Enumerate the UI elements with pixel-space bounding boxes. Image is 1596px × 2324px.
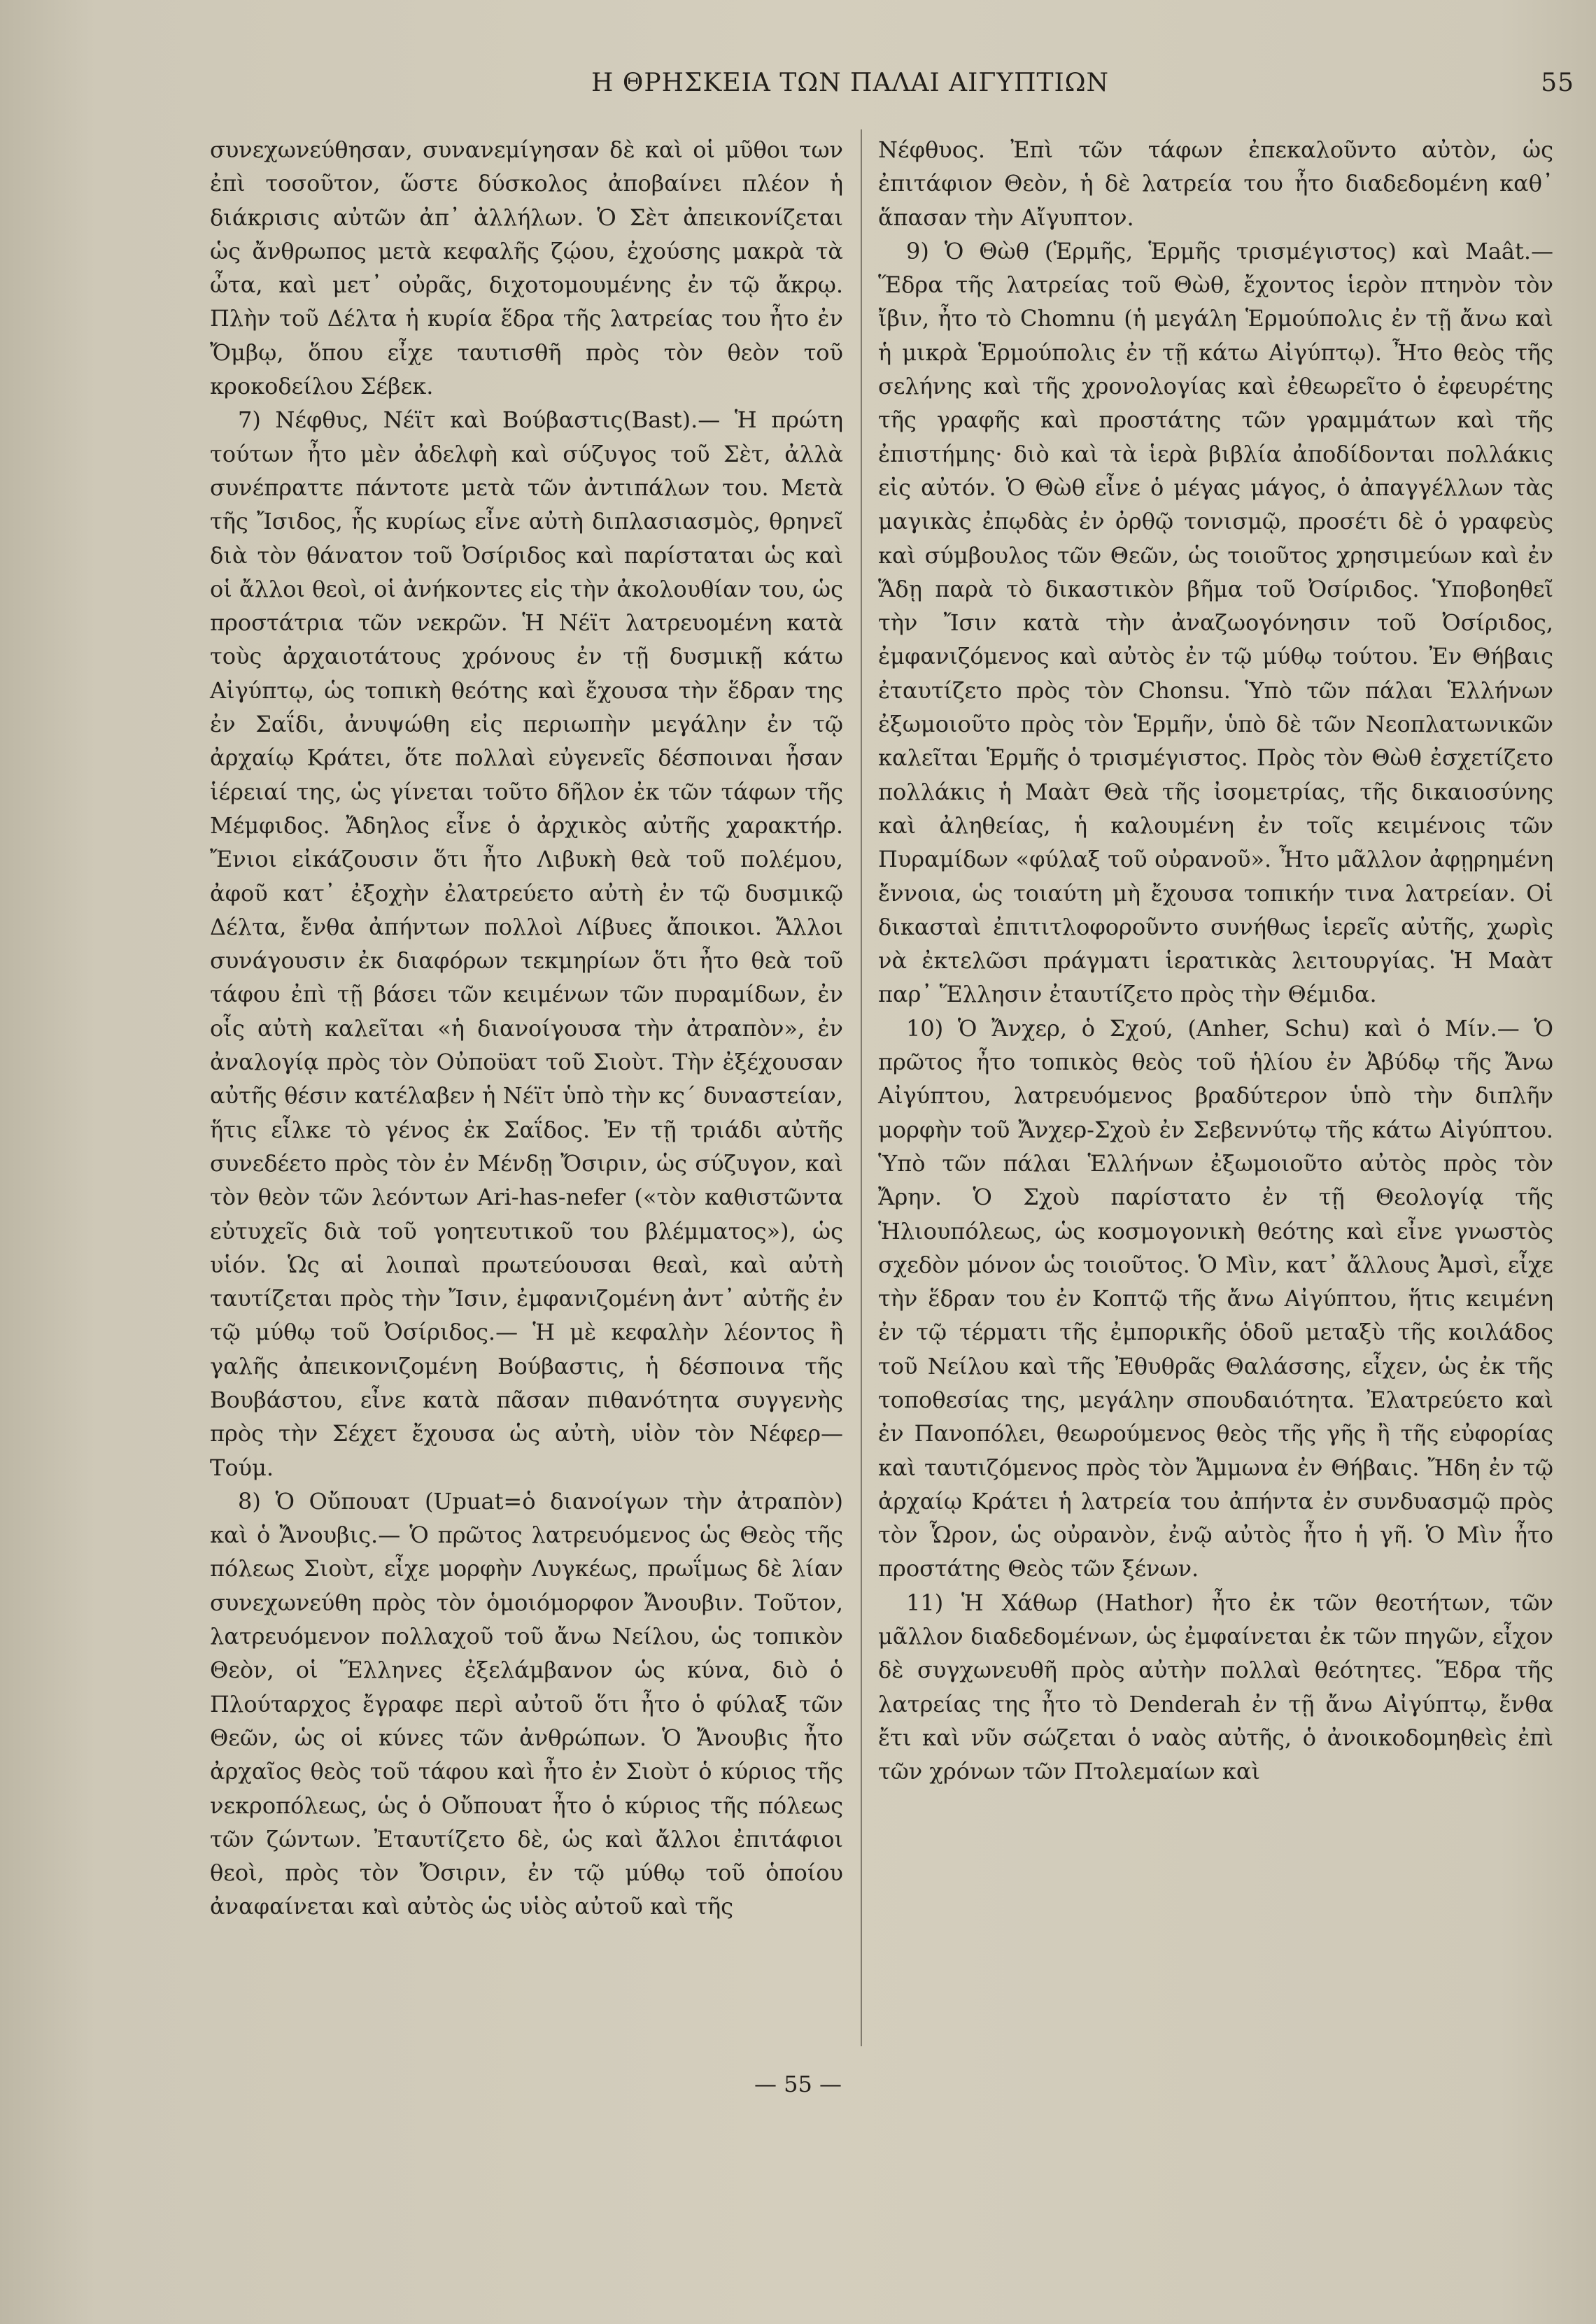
right-paragraph-3: 10) Ὁ Ἄνχερ, ὁ Σχού, (Anher, Schu) καὶ ὁ Μίν.— Ὁ πρῶτος ἦτο τοπικὸς θεὸς τοῦ ἡλίου ἐν Ἀβύδῳ τῆς Ἄνω Αἰγύπτου, λατρευόμενος βραδύτερον ὑπὸ τὴν διπλῆν μορφὴν τοῦ Ἄνχερ-Σχοὺ ἐν Σεβεννύτῳ τῆς κάτω Αἰγύπτου. Ὑπὸ τῶν πάλαι Ἑλλήνων ἐξωμοιοῦτο αὐτὸς πρὸς τὸν Ἄρην. Ὁ Σχοὺ παρίστατο ἐν τῇ Θεολογίᾳ τῆς Ἡλιουπόλεως, ὡς κοσμογονικὴ θεότης καὶ εἶνε γνωστὸς σχεδὸν μόνον ὡς τοιοῦτος. Ὁ Μὶν, κατ᾽ ἄλλους Ἀμσὶ, εἶχε τὴν ἕδραν του ἐν Κοπτῷ τῆς ἄνω Αἰγύπτου, ἥτις κειμένη ἐν τῷ τέρματι τῆς ἐμπορικῆς ὁδοῦ μεταξὺ τῆς κοιλάδος τοῦ Νείλου καὶ τῆς Ἐθυθρᾶς Θαλάσσης, εἶχεν, ὡς ἐκ τῆς τοποθεσίας της, μεγάλην σπουδαιότητα. Ἐλατρεύετο καὶ ἐν Πανοπόλει, θεωρούμενος θεὸς τῆς γῆς ἢ τῆς εὐφορίας καὶ ταυτιζόμενος πρὸς τὸν Ἄμμωνα ἐν Θήβαις. Ἤδη ἐν τῷ ἀρχαίῳ Κράτει ἡ λατρεία του ἀπήντα ἐν συνδυασμῷ πρὸς τὸν Ὧρον, ὡς οὐρανὸν, ἐνῷ αὐτὸς ἦτο ἡ γῆ. Ὁ Μὶν ἦτο προστάτης Θεὸς τῶν ξένων. [878, 1014, 1553, 1582]
page-footer-number: — 55 — [754, 2071, 842, 2097]
left-paragraph-3: 8) Ὁ Οὔπουατ (Upuat=ὁ διανοίγων τὴν ἀτραπὸν) καὶ ὁ Ἄνουβις.— Ὁ πρῶτος λατρευόμενος ὡς Θεὸς τῆς πόλεως Σιοὺτ, εἶχε μορφὴν Λυγκέως, πρωΐμως δὲ λίαν συνεχωνεύθη πρὸς τὸν ὁμοιόμορφον Ἄνουβιν. Τοῦτον, λατρευόμενον πολλαχοῦ τοῦ ἄνω Νείλου, ὡς τοπικὸν Θεὸν, οἱ Ἕλληνες ἐξελάμβανον ὡς κύνα, διὸ ὁ Πλούταρχος ἔγραφε περὶ αὐτοῦ ὅτι ἦτο ὁ φύλαξ τῶν Θεῶν, ὡς οἱ κύνες τῶν ἀνθρώπων. Ὁ Ἄνουβις ἦτο ἀρχαῖος θεὸς τοῦ τάφου καὶ ἦτο ἐν Σιοὺτ ὁ κύριος τῆς νεκροπόλεως, ὡς ὁ Οὔπουατ ἦτο ὁ κύριος τῆς πόλεως τῶν ζώντων. Ἐταυτίζετο δὲ, ὡς καὶ ἄλλοι ἐπιτάφιοι θεοὶ, πρὸς τὸν Ὄσιριν, ἐν τῷ μύθῳ τοῦ ὁποίου ἀναφαίνεται καὶ αὐτὸς ὡς υἱὸς αὐτοῦ καὶ τῆς [210, 1487, 843, 1920]
right-column [878, 133, 1553, 1789]
running-title: Η ΘΡΗΣΚΕΙΑ ΤΩΝ ΠΑΛΑΙ ΑΙΓΥΠΤΙΩΝ [591, 69, 1110, 97]
running-header [210, 69, 1574, 111]
right-paragraph-4: 11) Ἡ Χάθωρ (Hathor) ἦτο ἐκ τῶν θεοτήτων, τῶν μᾶλλον διαδεδομένων, ὡς ἐμφαίνεται ἐκ τῶν πηγῶν, εἶχον δὲ συγχωνευθῆ πρὸς αὐτὴν πολλαὶ θεότητες. Ἕδρα τῆς λατρείας της ἦτο τὸ Denderah ἐν τῇ ἄνω Αἰγύπτῳ, ἔνθα ἔτι καὶ νῦν σώζεται ὁ ναὸς αὐτῆς, ὁ ἀνοικοδομηθεὶς ἐπὶ τῶν χρόνων τῶν Πτολεμαίων καὶ [878, 1589, 1553, 1785]
right-paragraph-1: Νέφθυος. Ἐπὶ τῶν τάφων ἐπεκαλοῦντο αὐτὸν, ὡς ἐπιτάφιον Θεὸν, ἡ δὲ λατρεία του ἦτο διαδεδομένη καθ᾽ ἅπασαν τὴν Αἴγυπτον. [878, 136, 1553, 231]
header-page-number: 55 [1541, 69, 1574, 97]
column-divider [861, 129, 862, 2046]
left-paragraph-2: 7) Νέφθυς, Νέϊτ καὶ Βούβαστις(Bast).— Ἡ πρώτη τούτων ἦτο μὲν ἀδελφὴ καὶ σύζυγος τοῦ Σὲτ, ἀλλὰ συνέπραττε πάντοτε μετὰ τῶν ἀντιπάλων του. Μετὰ τῆς Ἴσιδος, ἧς κυρίως εἶνε αὐτὴ διπλασιασμὸς, θρηνεῖ διὰ τὸν θάνατον τοῦ Ὀσίριδος καὶ παρίσταται ὡς καὶ οἱ ἄλλοι θεοὶ, οἱ ἀνήκοντες εἰς τὴν ἀκολουθίαν του, ὡς προστάτρια τῶν νεκρῶν. Ἡ Νέϊτ λατρευομένη κατὰ τοὺς ἀρχαιοτάτους χρόνους ἐν τῇ δυσμικῇ κάτω Αἰγύπτῳ, ὡς τοπικὴ θεότης καὶ ἔχουσα τὴν ἕδραν της ἐν Σαΐδι, ἀνυψώθη εἰς περιωπὴν μεγάλην ἐν τῷ ἀρχαίῳ Κράτει, ὅτε πολλαὶ εὐγενεῖς δέσποιναι ἦσαν ἱέρειαί της, ὡς γίνεται τοῦτο δῆλον ἐκ τῶν τάφων τῆς Μέμφιδος. Ἄδηλος εἶνε ὁ ἀρχικὸς αὐτῆς χαρακτήρ. Ἔνιοι εἰκάζουσιν ὅτι ἦτο Λιβυκὴ θεὰ τοῦ πολέμου, ἀφοῦ κατ᾽ ἐξοχὴν ἐλατρεύετο αὐτὴ ἐν τῷ δυσμικῷ Δέλτα, ἔνθα ἀπήντων πολλοὶ Λίβυες ἄποικοι. Ἄλλοι συνάγουσιν ἐκ διαφόρων τεκμηρίων ὅτι ἦτο θεὰ τοῦ τάφου ἐπὶ τῇ βάσει τῶν κειμένων τῶν πυραμίδων, ἐν οἷς αὐτὴ καλεῖται «ἡ διανοίγουσα τὴν ἀτραπὸν», ἐν ἀναλογίᾳ πρὸς τὸν Οὐποϋατ τοῦ Σιοὺτ. Τὴν ἐξέχουσαν αὐτῆς θέσιν κατέλαβεν ἡ Νέϊτ ὑπὸ τὴν κς´ δυναστείαν, ἥτις εἷλκε τὸ γένος ἐκ Σαΐδος. Ἐν τῇ τριάδι αὐτῆς συνεδέετο πρὸς τὸν ἐν Μένδῃ Ὄσιριν, ὡς σύζυγον, καὶ τὸν θεὸν τῶν λεόντων Ari-has-nefer («τὸν καθιστῶντα εὐτυχεῖς διὰ τοῦ γοητευτικοῦ του βλέμματος»), ὡς υἱόν. Ὡς αἱ λοιπαὶ πρωτεύουσαι θεαὶ, καὶ αὐτὴ ταυτίζεται πρὸς τὴν Ἴσιν, ἐμφανιζομένη ἀντ᾽ αὐτῆς ἐν τῷ μύθῳ τοῦ Ὀσίριδος.— Ἡ μὲ κεφαλὴν λέοντος ἢ γαλῆς ἀπεικονιζομένη Βούβαστις, ἡ δέσποινα τῆς Βουβάστου, εἶνε κατὰ πᾶσαν πιθανότητα συγγενὴς πρὸς τὴν Σέχετ ἔχουσα ὡς αὐτὴ, υἱὸν τὸν Νέφερ—Τούμ. [210, 406, 843, 1481]
right-paragraph-2: 9) Ὁ Θὼθ (Ἑρμῆς, Ἑρμῆς τρισμέγιστος) καὶ Maât.— Ἕδρα τῆς λατρείας τοῦ Θὼθ, ἔχοντος ἱερὸν πτηνὸν τὸν ἴβιν, ἦτο τὸ Chomnu (ἡ μεγάλη Ἑρμούπολις ἐν τῇ ἄνω καὶ ἡ μικρὰ Ἑρμούπολις ἐν τῇ κάτω Αἰγύπτῳ). Ἦτο θεὸς τῆς σελήνης καὶ τῆς χρονολογίας καὶ ἐθεωρεῖτο ὁ ἐφευρέτης τῆς γραφῆς καὶ προστάτης τῶν γραμμάτων καὶ τῆς ἐπιστήμης· διὸ καὶ τὰ ἱερὰ βιβλία ἀποδίδονται πολλάκις εἰς αὐτόν. Ὁ Θὼθ εἶνε ὁ μέγας μάγος, ὁ ἀπαγγέλλων τὰς μαγικὰς ἐπῳδὰς ἐν ὀρθῷ τονισμῷ, προσέτι δὲ ὁ γραφεὺς καὶ σύμβουλος τῶν Θεῶν, ὡς τοιοῦτος χρησιμεύων καὶ ἐν Ἅδῃ παρὰ τὸ δικαστικὸν βῆμα τοῦ Ὀσίριδος. Ὑποβοηθεῖ τὴν Ἴσιν κατὰ τὴν ἀναζωογόνησιν τοῦ Ὀσίριδος, ἐμφανιζόμενος καὶ αὐτὸς ἐν τῷ μύθῳ τούτου. Ἐν Θήβαις ἐταυτίζετο πρὸς τὸν Chonsu. Ὑπὸ τῶν πάλαι Ἑλλήνων ἐξωμοιοῦτο πρὸς τὸν Ἑρμῆν, ὑπὸ δὲ τῶν Νεοπλατωνικῶν καλεῖται Ἑρμῆς ὁ τρισμέγιστος. Πρὸς τὸν Θὼθ ἐσχετίζετο πολλάκις ἡ Μαὰτ Θεὰ τῆς ἰσομετρίας, τῆς δικαιοσύνης καὶ ἀληθείας, ἡ καλουμένη ἐν τοῖς κειμένοις τῶν Πυραμίδων «φύλαξ τοῦ οὐρανοῦ». Ἦτο μᾶλλον ἀφῃρημένη ἔννοια, ὡς τοιαύτη μὴ ἔχουσα τοπικήν τινα λατρείαν. Οἱ δικασταὶ ἐπιτιτλοφοροῦντο συνήθως ἱερεῖς αὐτῆς, χωρὶς νὰ ἐκτελῶσι πράγματι ἱερατικὰς λειτουργίας. Ἡ Μαὰτ παρ᾽ Ἕλλησιν ἐταυτίζετο πρὸς τὴν Θέμιδα. [878, 237, 1553, 1008]
left-paragraph-1: συνεχωνεύθησαν, συνανεμίγησαν δὲ καὶ οἱ μῦθοι των ἐπὶ τοσοῦτον, ὥστε δύσκολος ἀποβαίνει πλέον ἡ διάκρισις αὐτῶν ἀπ᾽ ἀλλήλων. Ὁ Σὲτ ἀπεικονίζεται ὡς ἄνθρωπος μετὰ κεφαλῆς ζῴου, ἐχούσης μακρὰ τὰ ὦτα, καὶ μετ᾽ οὐρᾶς, διχοτομουμένης ἐν τῷ ἄκρῳ. Πλὴν τοῦ Δέλτα ἡ κυρία ἕδρα τῆς λατρείας του ἦτο ἐν Ὄμβῳ, ὅπου εἶχε ταυτισθῆ πρὸς τὸν θεὸν τοῦ κροκοδείλου Σέβεκ. [210, 136, 843, 400]
left-column [210, 133, 843, 1924]
